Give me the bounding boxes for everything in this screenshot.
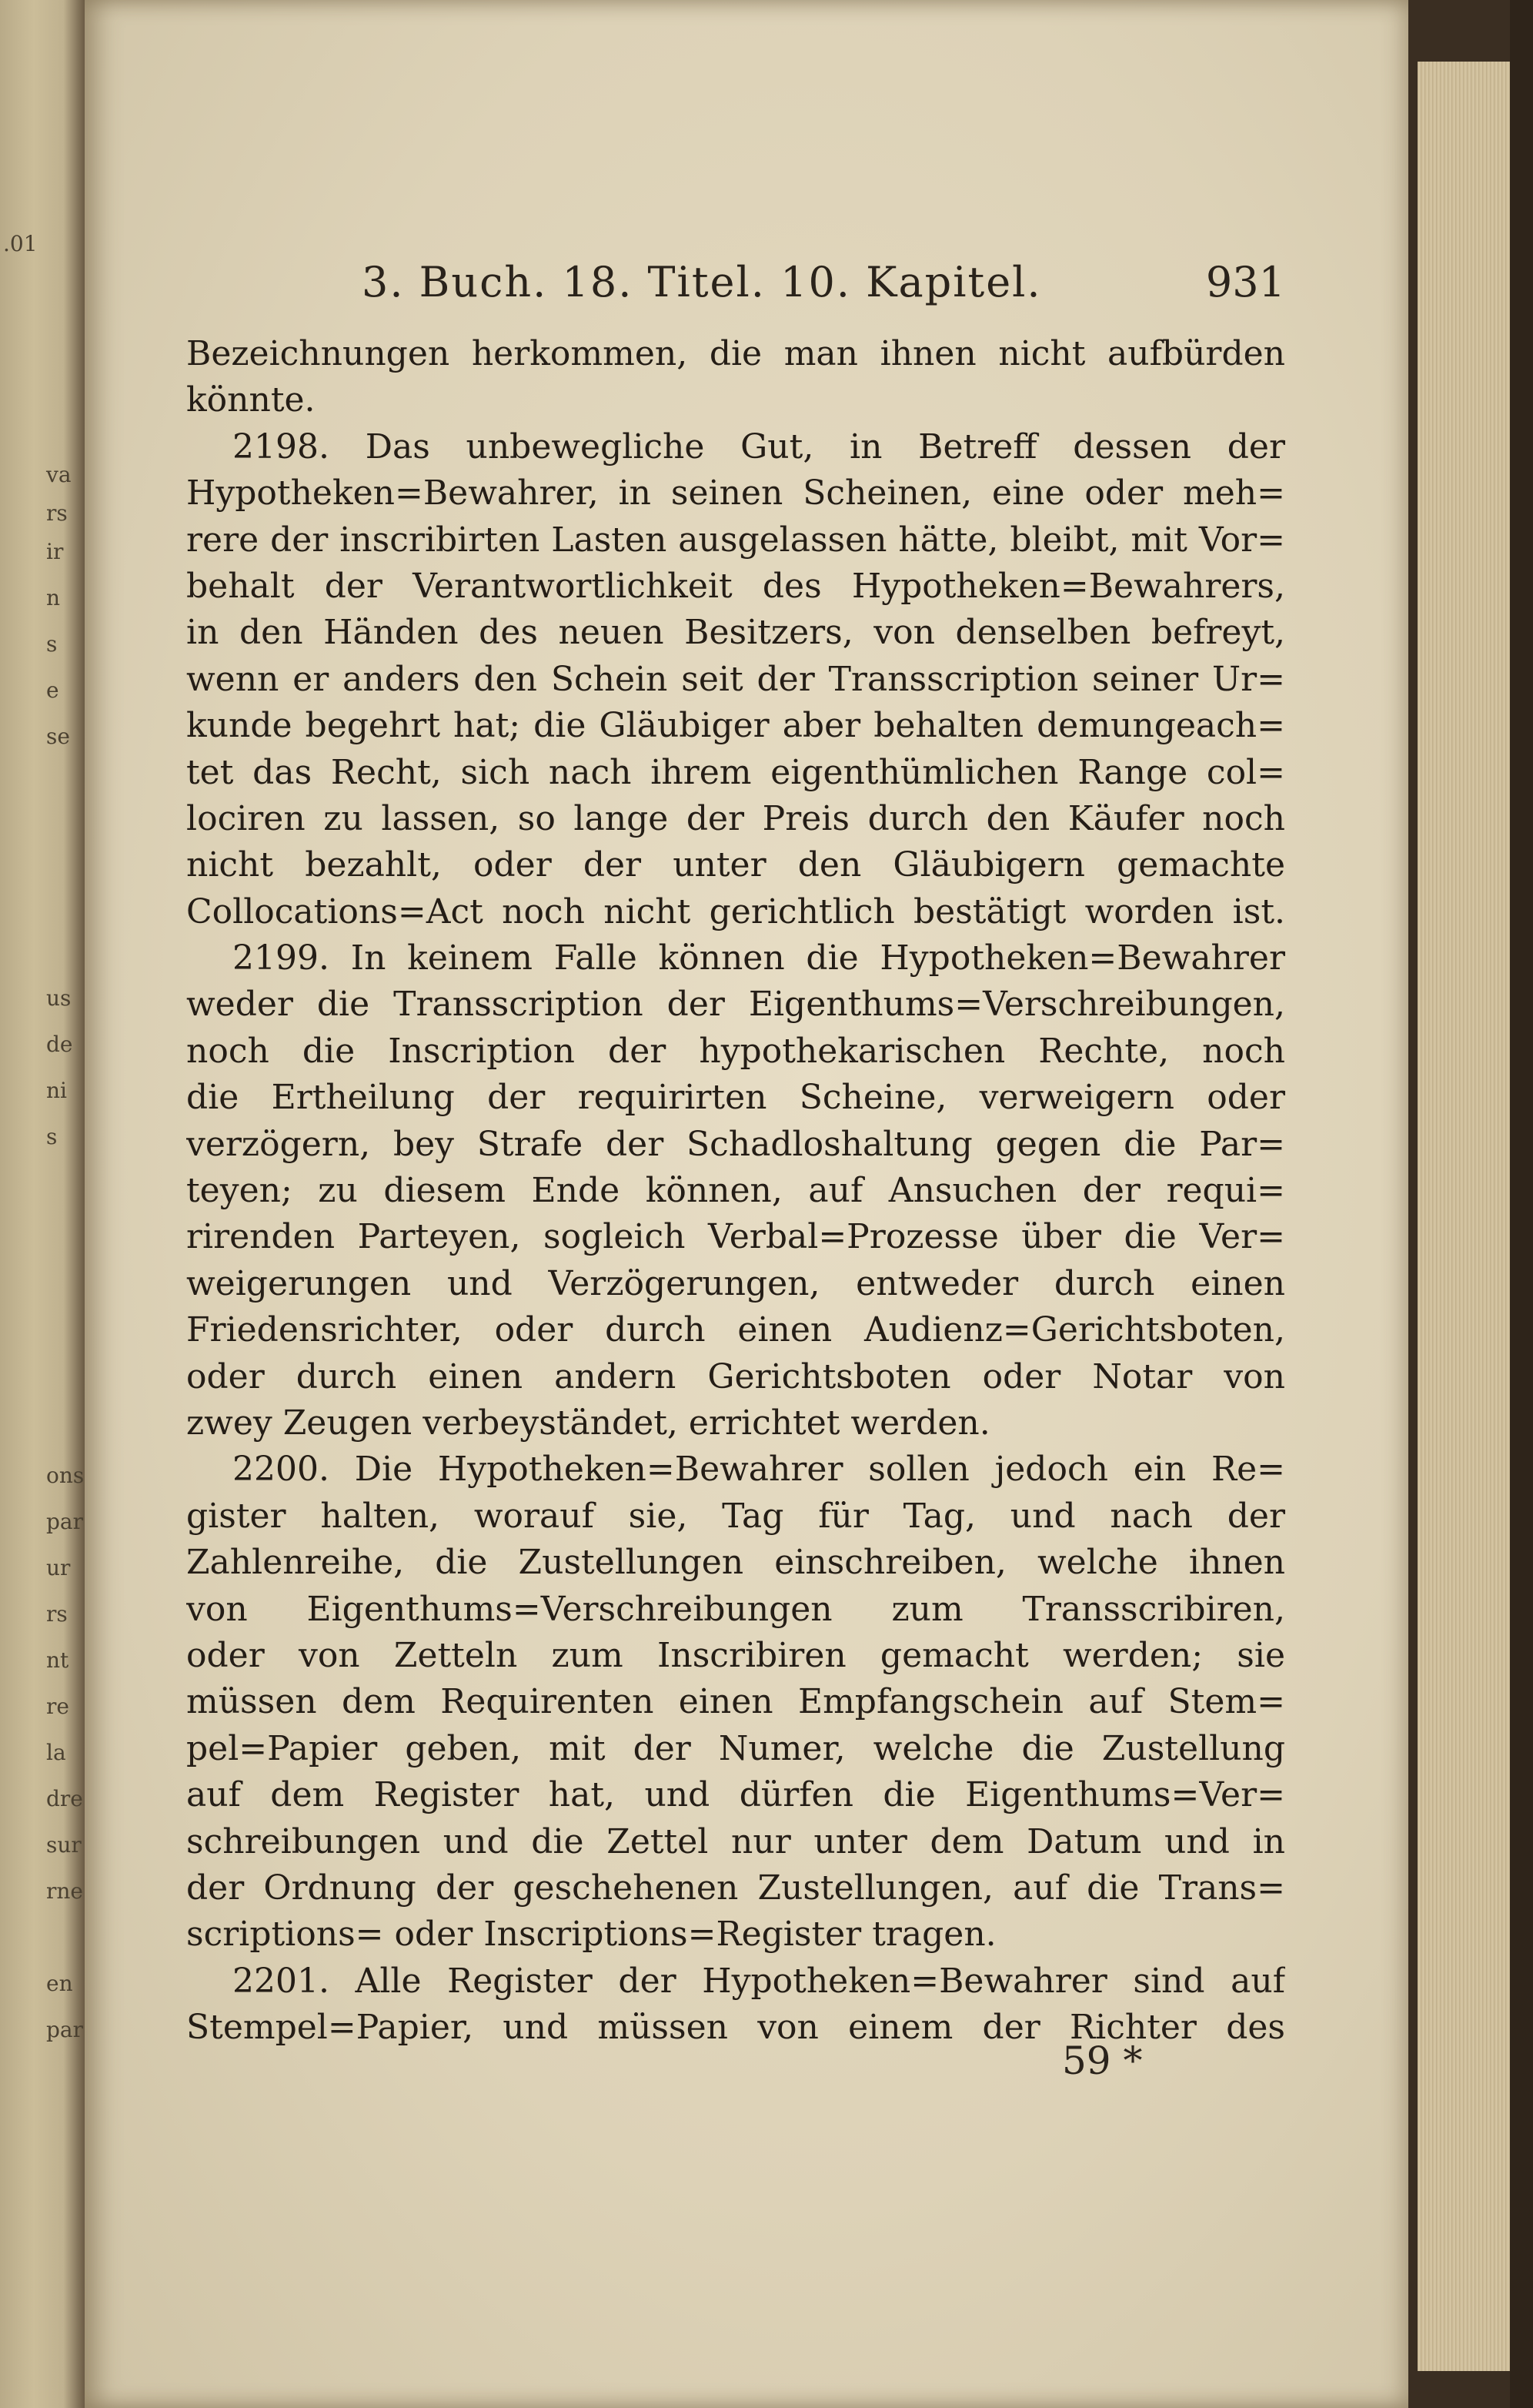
left-page-fragment: par — [46, 2017, 84, 2042]
text-line: Stempel=Papier, und müssen von einem der Richter des — [186, 2008, 1285, 2048]
text-line: lociren zu lassen, so lange der Preis durch den Käufer noch — [186, 798, 1285, 838]
text-line: oder von Zetteln zum Inscribiren gemacht werden; sie — [186, 1635, 1285, 1675]
text-line: Friedensrichter, oder durch einen Audienz=Gerichtsboten, — [186, 1310, 1285, 1350]
left-page-fragment: ir — [46, 539, 64, 564]
text-line: Zahlenreihe, die Zustellungen einschreiben, welche ihnen — [186, 1543, 1285, 1583]
left-page-fragment: se — [46, 724, 70, 749]
text-line: schreibungen und die Zettel nur unter dem Datum und in — [186, 1821, 1285, 1861]
left-page-edge — [0, 0, 85, 2408]
left-page-fragment: de — [46, 1032, 73, 1057]
text-line: kunde begehrt hat; die Gläubiger aber behalten demungeach= — [186, 706, 1285, 746]
text-line: auf dem Register hat, und dürfen die Eigenthums=Ver= — [186, 1775, 1285, 1815]
text-line: weigerungen und Verzögerungen, entweder durch einen — [186, 1263, 1285, 1303]
left-page-fragment: en — [46, 1971, 73, 1996]
left-page-fragment: nt — [46, 1647, 69, 1673]
paragraph-2199-start: 2199. In keinem Falle können die Hypotheken=Bewahrer — [232, 938, 1285, 978]
left-page-fragment: par — [46, 1509, 84, 1534]
text-line: rirenden Parteyen, sogleich Verbal=Prozesse über die Ver= — [186, 1217, 1285, 1257]
left-page-fragment: rne — [46, 1878, 83, 1904]
text-line: oder durch einen andern Gerichtsboten oder Notar von — [186, 1356, 1285, 1396]
text-line: zwey Zeugen verbeyständet, errichtet werden. — [186, 1403, 990, 1443]
left-page-fragment: s — [46, 631, 58, 657]
text-line: tet das Recht, sich nach ihrem eigenthümlichen Range col= — [186, 752, 1285, 792]
left-page-fragment: dre — [46, 1786, 83, 1811]
text-line: Bezeichnungen herkommen, die man ihnen nicht aufbürden — [186, 334, 1285, 373]
text-line: Collocations=Act noch nicht gerichtlich bestätigt worden ist. — [186, 891, 1285, 931]
left-page-fragment: la — [46, 1740, 66, 1765]
book-page — [85, 0, 1408, 2408]
signature-mark: 59 * — [1062, 2038, 1143, 2083]
text-line: der Ordnung der geschehenen Zustellungen, auf die Trans= — [186, 1868, 1285, 1908]
running-title: 3. Buch. 18. Titel. 10. Kapitel. — [362, 258, 1042, 306]
text-line: teyen; zu diesem Ende können, auf Ansuchen der requi= — [186, 1171, 1285, 1211]
text-line: wenn er anders den Schein seit der Transscription seiner Ur= — [186, 659, 1285, 699]
left-page-fragment: n — [46, 585, 61, 610]
page-number: 931 — [1205, 258, 1285, 306]
text-line: nicht bezahlt, oder der unter den Gläubigern gemachte — [186, 845, 1285, 885]
left-page-fragment: e — [46, 677, 59, 703]
page-edge-shadow — [1510, 0, 1533, 2408]
text-line: pel=Papier geben, mit der Numer, welche die Zustellung — [186, 1728, 1285, 1768]
left-page-fragment: re — [46, 1694, 69, 1719]
left-page-fragment: rs — [46, 500, 68, 526]
left-page-fragment: sur — [46, 1832, 82, 1858]
left-page-fragment: va — [46, 462, 72, 487]
text-line: verzögern, bey Strafe der Schadloshaltung gegen die Par= — [186, 1124, 1285, 1164]
body-text — [186, 331, 1285, 2051]
text-line: müssen dem Requirenten einen Empfangschein auf Stem= — [186, 1682, 1285, 1722]
text-line: von Eigenthums=Verschreibungen zum Transscribiren, — [186, 1589, 1285, 1629]
running-header — [362, 258, 1308, 319]
left-page-fragment: ur — [46, 1555, 71, 1580]
left-page-fragment: us — [46, 985, 72, 1011]
paragraph-2198-start: 2198. Das unbewegliche Gut, in Betreff dessen der — [232, 426, 1285, 467]
text-line: rere der inscribirten Lasten ausgelassen hätte, bleibt, mit Vor= — [186, 520, 1285, 560]
left-page-fragment: .01 — [3, 231, 38, 256]
text-line: die Ertheilung der requirirten Scheine, verweigern oder — [186, 1078, 1285, 1118]
text-line: könnte. — [186, 380, 316, 420]
left-page-fragment: rs — [46, 1601, 68, 1627]
paragraph-2201-start: 2201. Alle Register der Hypotheken=Bewahrer sind auf — [232, 1961, 1285, 2001]
left-page-fragment: s — [46, 1124, 58, 1149]
left-page-fragment: ons — [46, 1463, 85, 1488]
text-line: noch die Inscription der hypothekarischen Rechte, noch — [186, 1031, 1285, 1071]
left-page-fragment: ni — [46, 1078, 67, 1103]
text-line: in den Händen des neuen Besitzers, von denselben befreyt, — [186, 613, 1285, 653]
text-line: gister halten, worauf sie, Tag für Tag, und nach der — [186, 1496, 1285, 1536]
text-line: scriptions= oder Inscriptions=Register tragen. — [186, 1915, 997, 1955]
text-line: weder die Transscription der Eigenthums=Verschreibungen, — [186, 985, 1285, 1025]
paragraph-2200-start: 2200. Die Hypotheken=Bewahrer sollen jedoch ein Re= — [232, 1450, 1285, 1490]
text-line: Hypotheken=Bewahrer, in seinen Scheinen, eine oder meh= — [186, 473, 1285, 513]
text-line: behalt der Verantwortlichkeit des Hypotheken=Bewahrers, — [186, 566, 1285, 606]
